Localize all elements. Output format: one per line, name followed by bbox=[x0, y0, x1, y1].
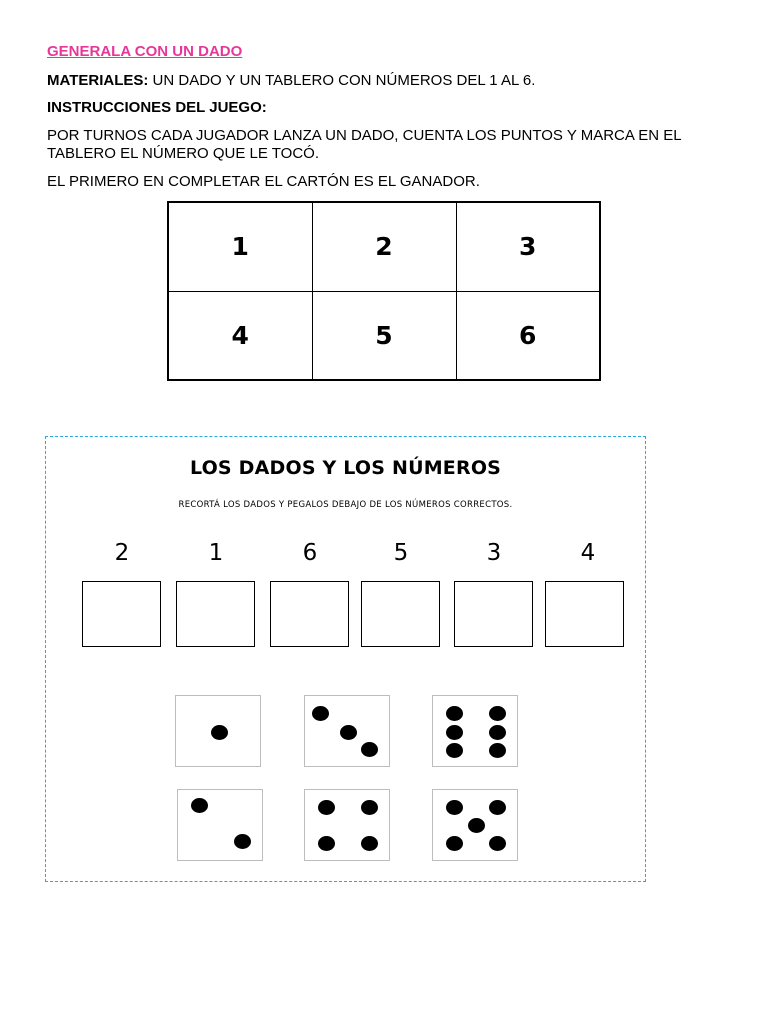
board-row bbox=[168, 291, 600, 380]
die-face-2 bbox=[177, 789, 263, 861]
die-pip bbox=[234, 834, 251, 849]
die-pip bbox=[489, 743, 506, 758]
worksheet-cutout bbox=[45, 436, 646, 882]
board-row bbox=[168, 202, 600, 291]
paste-box bbox=[176, 581, 255, 647]
board-cell: 1 bbox=[168, 202, 312, 291]
materials-label: MATERIALES: bbox=[47, 72, 149, 89]
target-number: 3 bbox=[486, 540, 502, 566]
die-pip bbox=[211, 725, 228, 740]
die-face-6 bbox=[432, 695, 518, 767]
die-pip bbox=[489, 706, 506, 721]
board-cell: 4 bbox=[168, 291, 312, 380]
die-pip bbox=[446, 706, 463, 721]
die-pip bbox=[446, 725, 463, 740]
die-pip bbox=[318, 800, 335, 815]
die-pip bbox=[361, 742, 378, 757]
die-pip bbox=[361, 800, 378, 815]
paste-box bbox=[82, 581, 161, 647]
die-pip bbox=[489, 800, 506, 815]
paste-box bbox=[545, 581, 624, 647]
paste-boxes-row bbox=[46, 581, 645, 651]
paste-box bbox=[454, 581, 533, 647]
target-number: 4 bbox=[580, 540, 596, 566]
materials-line bbox=[47, 72, 535, 90]
worksheet-title: LOS DADOS Y LOS NÚMEROS bbox=[189, 457, 502, 479]
die-pip bbox=[361, 836, 378, 851]
die-pip bbox=[191, 798, 208, 813]
board-cell: 3 bbox=[456, 202, 600, 291]
instructions-text: POR TURNOS CADA JUGADOR LANZA UN DADO, CUENTA LOS PUNTOS Y MARCA EN EL TABLERO EL NÚMERO QUE LE TOCÓ. bbox=[47, 127, 682, 162]
die-pip bbox=[318, 836, 335, 851]
instructions-heading: INSTRUCCIONES DEL JUEGO: bbox=[47, 99, 267, 116]
die-face-1 bbox=[175, 695, 261, 767]
winner-text: EL PRIMERO EN COMPLETAR EL CARTÓN ES EL GANADOR. bbox=[47, 173, 480, 190]
die-pip bbox=[446, 800, 463, 815]
paste-box bbox=[361, 581, 440, 647]
die-pip bbox=[489, 836, 506, 851]
die-pip bbox=[312, 706, 329, 721]
paste-box bbox=[270, 581, 349, 647]
target-number: 2 bbox=[114, 540, 130, 566]
die-pip bbox=[468, 818, 485, 833]
document-title: GENERALA CON UN DADO bbox=[47, 43, 243, 60]
die-face-5 bbox=[432, 789, 518, 861]
target-number: 6 bbox=[302, 540, 318, 566]
worksheet-instructions: RECORTÁ LOS DADOS Y PEGALOS DEBAJO DE LOS NÚMEROS CORRECTOS. bbox=[178, 500, 513, 510]
die-pip bbox=[446, 743, 463, 758]
die-pip bbox=[340, 725, 357, 740]
board-cell: 6 bbox=[456, 291, 600, 380]
target-numbers-row bbox=[46, 540, 645, 570]
die-pip bbox=[489, 725, 506, 740]
die-face-4 bbox=[304, 789, 390, 861]
die-pip bbox=[446, 836, 463, 851]
target-number: 1 bbox=[208, 540, 224, 566]
number-board bbox=[167, 201, 601, 381]
board-cell: 5 bbox=[312, 291, 456, 380]
board-cell: 2 bbox=[312, 202, 456, 291]
materials-text: UN DADO Y UN TABLERO CON NÚMEROS DEL 1 AL 6. bbox=[148, 72, 536, 89]
die-face-3 bbox=[304, 695, 390, 767]
target-number: 5 bbox=[393, 540, 409, 566]
